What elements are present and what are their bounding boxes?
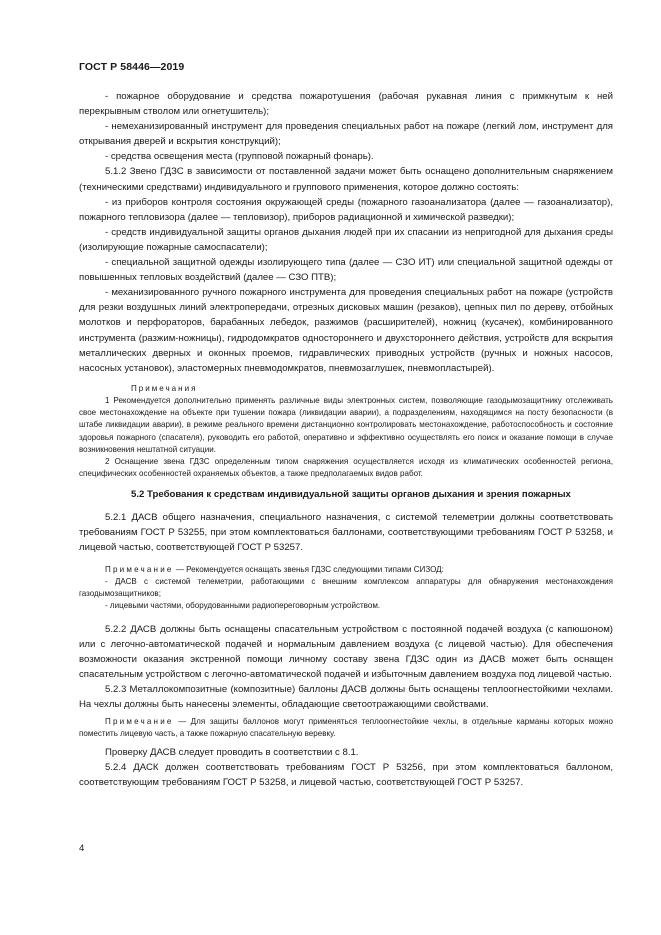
- page-content: [79, 89, 613, 790]
- paragraph: - средства освещения места (групповой пожарный фонарь).: [105, 151, 374, 163]
- page-number: 4: [79, 843, 85, 854]
- section-heading: 5.2 Требования к средствам индивидуальной защиты органов дыхания и зрения пожарных: [131, 489, 571, 501]
- notes-block: [79, 383, 613, 481]
- paragraph: 5.2.4 ДАСК должен соответствовать требованиям ГОСТ Р 53256, при этом комплектоваться баллоном, соответствующим требованиям ГОСТ Р 53258, и лицевой частью, соответствующей ГОСТ Р 53257.: [79, 761, 613, 788]
- note-block: [79, 564, 613, 613]
- paragraph: - средств индивидуальной защиты органов дыхания людей при их спасании из непригодной для дыхания среды (изолирующие пожарные самоспасатели);: [79, 226, 613, 253]
- note-label: Примечание: [105, 564, 174, 574]
- notes-title: Примечания: [131, 383, 198, 393]
- paragraph: 5.2.2 ДАСВ должны быть оснащены спасательным устройством с постоянной подачей воздуха (с капюшоном) или с легочно-автоматической подачей и нормальным давлением воздуха (с лицевой частью). Для обеспечения возможности оказания экстренной помощи личному составу звена ГДЗС один из ДАСВ может быть оснащен спасательным устройством с легочно-автоматической подачей и избыточным давлением воздуха под лицевой частью.: [79, 623, 613, 680]
- paragraph: - пожарное оборудование и средства пожаротушения (рабочая рукавная линия с примкнутым к ней перекрывным стволом или огнетушитель);: [79, 91, 613, 118]
- paragraph: - немеханизированный инструмент для проведения специальных работ на пожаре (легкий лом, инструмент для открывания дверей и вскрытия конструкций);: [79, 121, 613, 148]
- document-header: ГОСТ Р 58446—2019: [79, 61, 185, 73]
- paragraph: 5.2.3 Металлокомпозитные (композитные) баллоны ДАСВ должны быть оснащены теплоогнестойкими чехлами. На чехлы должны быть нанесены элементы, обладающие светоотражающими свойствами.: [79, 683, 613, 711]
- note-item: - лицевыми частями, оборудованными радиопереговорным устройством.: [105, 601, 381, 611]
- paragraph: - механизированного ручного пожарного инструмента для проведения специальных работ на пожаре (устройств для резки воздушных линий электропередачи, отрезных дисковых машин (резаков), цепных пил по дереву, отбойных молотков и перфораторов, барабанных лебедок, разжимов (расширителей), ножниц (кусачек), комбинированного инструмента (разжим-ножницы), гидродомкратов одностороннего и двухстороннего действия, устройств для вскрытия металлических дверных и оконных проемов, гидравлических приводных устройств (ручных и ножных насосов, насосных установок), эластомерных пневмодомкратов, пневмозаглушек, пневмопластырей).: [79, 287, 613, 374]
- paragraph: 5.1.2 Звено ГДЗС в зависимости от поставленной задачи может быть оснащено дополнительным снаряжением (техническими средствами) индивидуального и группового применения, которое должно состоять:: [79, 166, 613, 193]
- note-item: 2 Оснащение звена ГДЗС определенным типом снаряжения осуществляется исходя из климатических особенностей региона, специфических особенностей охраняемых объектов, а также предполагаемых видов работ.: [79, 457, 613, 479]
- note-text: — Рекомендуется оснащать звенья ГДЗС следующими типами СИЗОД:: [175, 564, 444, 574]
- note-item: - ДАСВ с системой телеметрии, работающими с внешним комплексом аппаратуры для обнаружения местонахождения газодымозащитников;: [79, 576, 613, 599]
- note-block: [79, 716, 613, 740]
- paragraph: - из приборов контроля состояния окружающей среды (пожарного газоанализатора (далее — газоанализатор), пожарного тепловизора (далее — тепловизор), приборов радиационной и химической разведки);: [79, 196, 613, 223]
- paragraph: Проверку ДАСВ следует проводить в соответствии с 8.1.: [105, 746, 359, 758]
- note-text: — Для защиты баллонов могут применяться теплоогнестойкие чехлы, в отдельные карманы которых можно поместить лицевую часть, а также пожарную спасательную веревку.: [79, 717, 613, 739]
- paragraph: - специальной защитной одежды изолирующего типа (далее — СЗО ИТ) или специальной защитной одежды от повышенных тепловых воздействий (далее — СЗО ПТВ);: [79, 257, 613, 284]
- paragraph: 5.2.1 ДАСВ общего назначения, специального назначения, с системой телеметрии должны соответствовать требованиям ГОСТ Р 53255, при этом комплектоваться баллонами, соответствующими требованиям ГОСТ Р 53258, и лицевой частью, соответствующей ГОСТ Р 53257.: [79, 511, 613, 553]
- note-label: Примечание: [105, 717, 174, 727]
- note-item: 1 Рекомендуется дополнительно применять различные виды электронных систем, позволяющие газодымозащитнику отслеживать свое местонахождение на объекте при тушении пожара (ликвидации аварии), а подразделениям, находящимся на посту безопасности (в штабе ликвидации аварии), в режиме реального времени дистанционно контролировать местонахождение, работоспособность и состояние здоровья пожарного (спасателя), руководить его работой, оперативно и эффективно осуществлять его поиск и оказание помощи в случае возникновения нештатной ситуации.: [79, 395, 613, 454]
